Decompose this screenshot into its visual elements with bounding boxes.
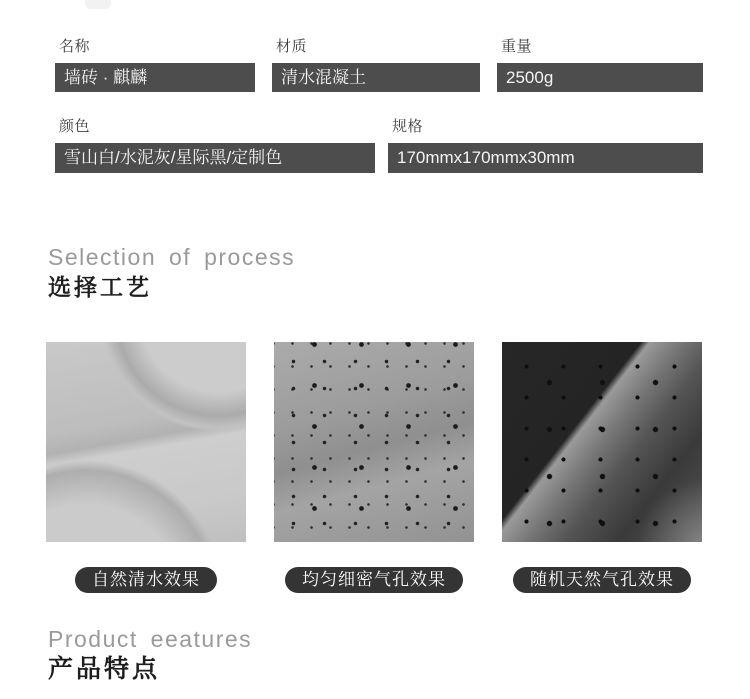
- spec-name-label: 名称: [59, 38, 91, 55]
- spec-material: [272, 38, 480, 92]
- spec-color-label: 颜色: [59, 118, 91, 135]
- spec-name: [55, 38, 255, 92]
- spec-material-value: 清水混凝土: [272, 63, 480, 92]
- cropped-image-fragment: [85, 0, 111, 9]
- features-section-heading: [48, 626, 252, 683]
- process-caption-row: [46, 567, 702, 593]
- spec-row-2: [55, 118, 703, 173]
- process-title-en: Selection of process: [48, 244, 296, 270]
- process-section-heading: [48, 244, 295, 301]
- process-caption-3: 随机天然气孔效果: [513, 567, 691, 593]
- spec-weight: [497, 38, 703, 92]
- process-image-natural-smooth: [46, 342, 246, 542]
- spec-size: [388, 118, 703, 173]
- spec-color: [55, 118, 375, 173]
- features-title-en: Product eeatures: [48, 626, 253, 652]
- spec-name-value: 墙砖 · 麒麟: [55, 63, 255, 92]
- spec-row-1: [55, 38, 703, 92]
- process-caption-2: 均匀细密气孔效果: [285, 567, 463, 593]
- spec-size-label: 规格: [392, 118, 424, 135]
- spec-color-value: 雪山白/水泥灰/星际黑/定制色: [55, 143, 375, 173]
- process-caption-cell-1: [46, 567, 246, 593]
- process-caption-cell-3: [502, 567, 702, 593]
- spec-weight-label: 重量: [501, 38, 533, 55]
- process-image-fine-pores: [274, 342, 474, 542]
- features-title-zh: 产品特点: [48, 655, 161, 683]
- spec-weight-value: 2500g: [497, 63, 703, 92]
- process-image-random-pores: [502, 342, 702, 542]
- process-caption-1: 自然清水效果: [75, 567, 217, 593]
- spec-material-label: 材质: [276, 38, 308, 55]
- process-caption-cell-2: [274, 567, 474, 593]
- spec-size-value: 170mmx170mmx30mm: [388, 143, 703, 173]
- process-title-zh: 选择工艺: [48, 274, 152, 300]
- process-image-row: [46, 342, 702, 542]
